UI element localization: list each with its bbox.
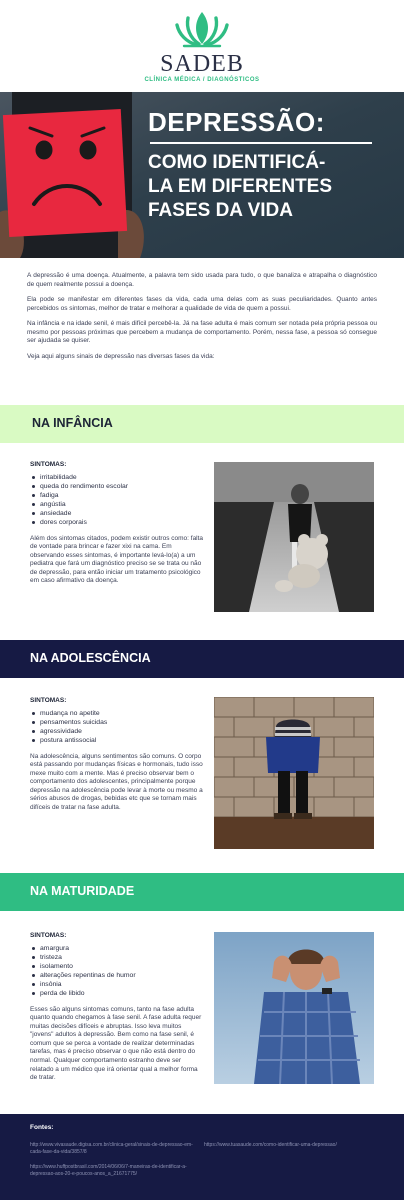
section-header-maturity [0, 873, 404, 911]
intro-paragraph: Veja aqui alguns sinais de depressão nas diversas fases da vida: [27, 352, 215, 360]
section-body: Na adolescência, alguns sentimentos são comuns. O corpo está passando por mudanças físicas e hormonais, tudo isso mexe muito com a mente. Mas é preciso observar bem o comportamento dos adolescentes, principalmente porque depressão na adolescência pode levar à morte ou mesmo a sérios abusos de drogas, bebidas etc que se tornam mais difíceis de tratar na fase adulta. [30, 752, 203, 812]
symptom-item: ansiedade [30, 509, 205, 518]
hero-subtitle-line: COMO IDENTIFICÁ- [148, 152, 326, 173]
child-with-teddy-photo [214, 462, 374, 612]
hero-subtitle-line: FASES DA VIDA [148, 200, 293, 221]
symptom-item: angústia [30, 500, 205, 509]
symptoms-label: SINTOMAS: [30, 697, 67, 704]
symptoms-list [30, 944, 205, 998]
symptom-item: fadiga [30, 491, 205, 500]
hero-divider [150, 142, 372, 144]
section-body: Além dos sintomas citados, podem existir outros como: falta de vontade para brincar e fazer xixi na cama. Em observando esses sintomas, é importante levá-lo(a) a um pediatra que fará um diagnóstico preciso se se trata ou não de depressão, para então iniciar um tratamento psicológico em caso afirmativo da doença. [30, 534, 204, 585]
symptom-item: mudança no apetite [30, 709, 205, 718]
header [0, 0, 404, 90]
symptom-item: perda de libido [30, 989, 205, 998]
teen-against-wall-photo [214, 697, 374, 849]
intro-text [27, 272, 377, 368]
brand-name: SADEB [160, 51, 244, 77]
symptom-item: agressividade [30, 727, 205, 736]
intro-paragraph: Na infância e na idade senil, é mais difícil percebê-la. Já na fase adulta é mais comum ser notada pela própria pessoa ou mesmo por pessoas próximas que percebem a mudança de comportamento. Porém, nessa fase, a pessoa só consegue ser ajudada se quiser. [27, 320, 377, 344]
symptoms-list [30, 473, 205, 527]
symptom-item: irritabilidade [30, 473, 205, 482]
symptom-item: tristeza [30, 953, 205, 962]
symptom-item: queda do rendimento escolar [30, 482, 205, 491]
childhood-content [30, 461, 205, 586]
lotus-logo-icon [170, 8, 234, 50]
stressed-man-photo [214, 932, 374, 1084]
brand-tagline: CLÍNICA MÉDICA / DIAGNÓSTICOS [144, 77, 260, 83]
hero-subtitle [148, 151, 388, 223]
sources-footer [0, 1114, 404, 1200]
hero-title: DEPRESSÃO: [148, 107, 325, 137]
section-header-adolescence [0, 640, 404, 678]
intro-paragraph: A depressão é uma doença. Atualmente, a palavra tem sido usada para tudo, o que banaliza e atrapalha o diagnóstico de quem realmente possui a doença. [27, 272, 377, 288]
section-header-childhood [0, 405, 404, 443]
section-body: Esses são alguns sintomas comuns, tanto na fase adulta quanto quando chegamos à fase senil. A fase adulta requer muitas decisões difíceis e abruptas. Isso leva muitos "jovens" adultos à depressão. Bem como na fase senil, é comum que se perca a vontade de realizar determinadas tarefas, mas é preciso observar o que não está dentro do normal. Qualquer comportamento estranho deve ser relatado a um médico que irá orientar qual a melhor forma de tratar. [30, 1005, 202, 1082]
maturity-content [30, 932, 205, 1083]
symptom-item: dores corporais [30, 518, 205, 527]
source-link[interactable]: https://www.tuasaude.com/como-identificar-uma-depressao/ [204, 1142, 337, 1148]
sources-label: Fontes: [30, 1124, 54, 1131]
symptom-item: amargura [30, 944, 205, 953]
symptom-item: isolamento [30, 962, 205, 971]
hero-banner [0, 92, 404, 258]
symptom-item: alterações repentinas de humor [30, 971, 205, 980]
hero-subtitle-line: LA EM DIFERENTES [148, 176, 333, 197]
symptom-item: insônia [30, 980, 205, 989]
source-link[interactable]: https://www.huffpostbrasil.com/2014/06/06/7-maneiras-de-identificar-a-depressao-aos-20-e-poucos-anos_a_21671775/ [30, 1164, 187, 1177]
section-title: NA ADOLESCÊNCIA [30, 651, 151, 665]
symptoms-list [30, 709, 205, 745]
symptom-item: postura antissocial [30, 736, 205, 745]
adolescence-content [30, 697, 205, 813]
section-title: NA INFÂNCIA [32, 416, 113, 430]
section-title: NA MATURIDADE [30, 884, 135, 898]
symptom-item: pensamentos suicidas [30, 718, 205, 727]
source-link[interactable]: http://www.vivasaude.digisa.com.br/clinica-geral/sinais-de-depressao-em-cada-fase-da-vida/3857/8 [30, 1142, 193, 1155]
symptoms-label: SINTOMAS: [30, 461, 67, 468]
symptoms-label: SINTOMAS: [30, 932, 67, 939]
intro-paragraph: Ela pode se manifestar em diferentes fases da vida, cada uma delas com as suas peculiaridades. Quanto antes percebidos os sintomas, melhor de tratar e melhorar a qualidade de vida de quem a possui. [27, 296, 377, 312]
